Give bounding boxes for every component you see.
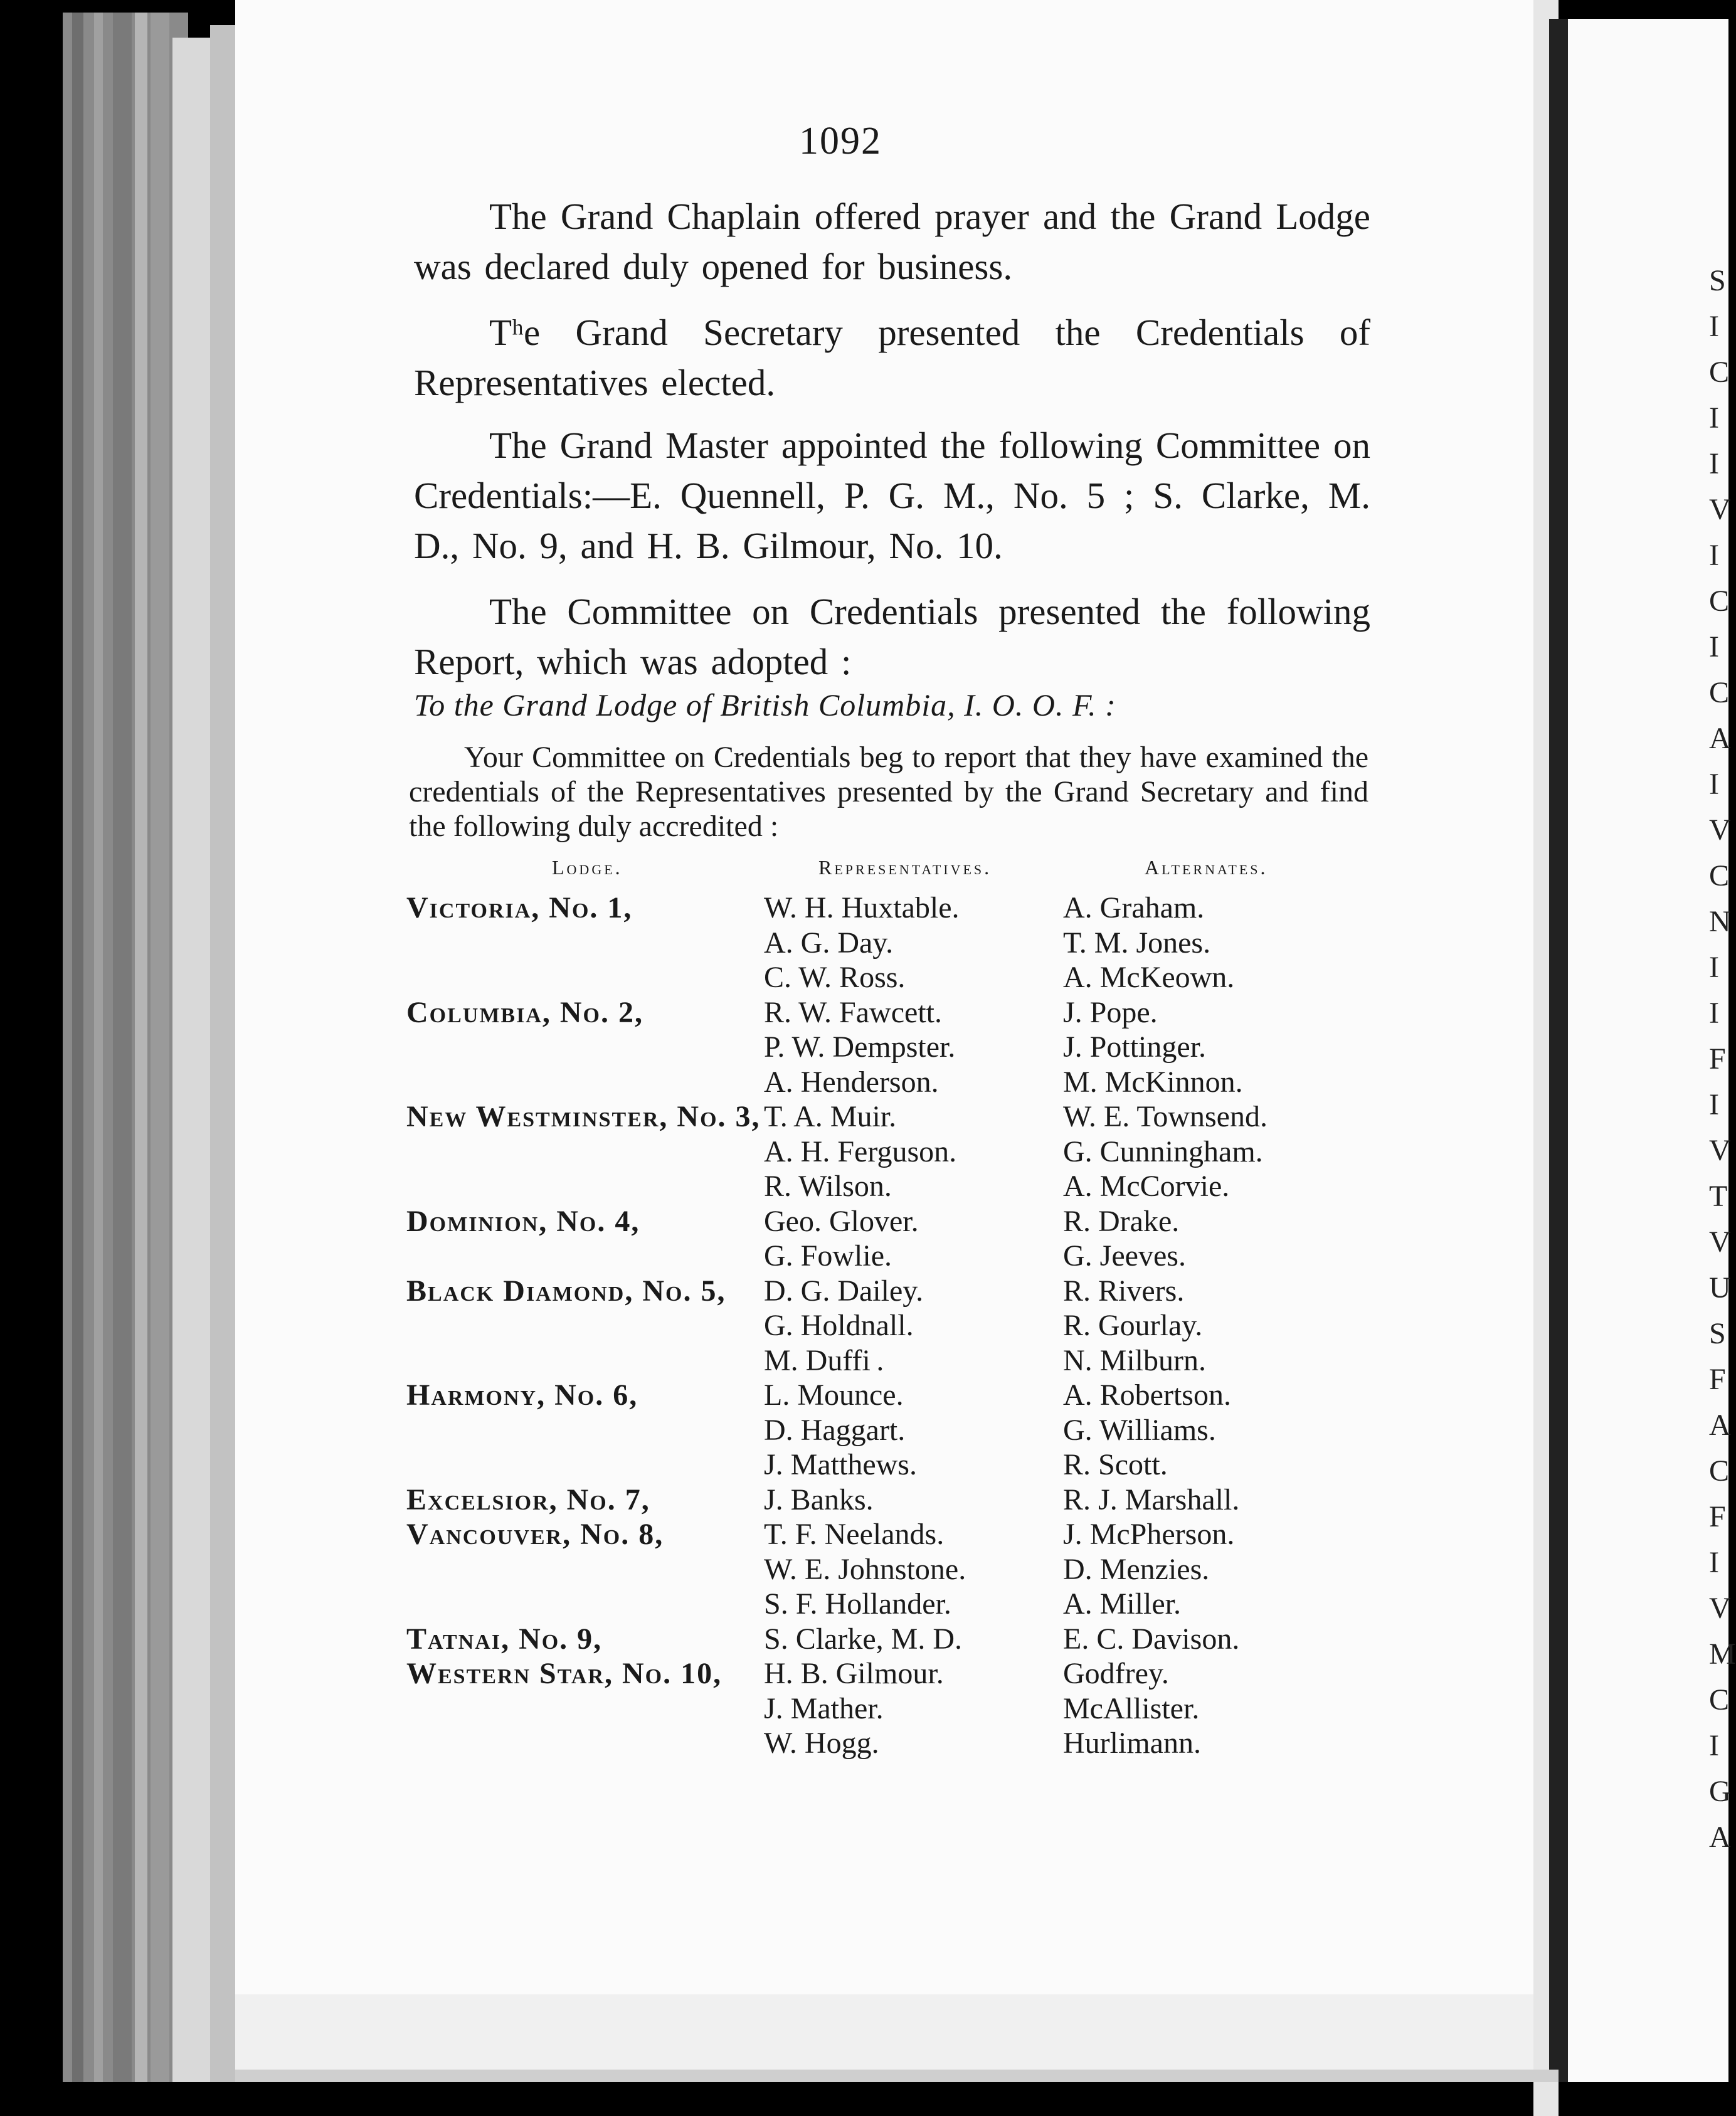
facing-page-letter: V [1709, 813, 1731, 847]
facing-page-letter: F [1709, 1500, 1726, 1533]
alternate-name: G. Cunningham. [1063, 1135, 1263, 1168]
facing-page-letter: C [1709, 356, 1730, 389]
table-row [0, 1587, 1728, 1622]
column-header-alternates: Alternates. [1145, 856, 1268, 879]
representative-name: W. H. Huxtable. [764, 891, 960, 924]
table-row [0, 1517, 1728, 1552]
facing-page-letter: I [1709, 997, 1719, 1030]
facing-page-letter: S [1709, 264, 1726, 297]
table-row [0, 1239, 1728, 1274]
alternate-name: M. McKinnon. [1063, 1065, 1243, 1099]
alternate-name: McAllister. [1063, 1691, 1200, 1725]
facing-page-letter: V [1709, 1592, 1731, 1625]
alternate-name: Hurlimann. [1063, 1727, 1201, 1760]
representative-name: J. Banks. [764, 1483, 874, 1516]
alternate-name: A. McCorvie. [1063, 1170, 1230, 1203]
representative-name: D. G. Dailey. [764, 1274, 924, 1308]
representative-name: Geo. Glover. [764, 1204, 919, 1238]
table-row [0, 1483, 1728, 1518]
facing-page-letter: I [1709, 447, 1719, 480]
table-row [0, 891, 1728, 926]
alternate-name: J. Pope. [1063, 995, 1158, 1029]
facing-page-letter: F [1709, 1363, 1726, 1396]
table-row [0, 1308, 1728, 1343]
alternate-name: R. Rivers. [1063, 1274, 1185, 1308]
lodge-name: Victoria, No. 1, [406, 891, 633, 924]
lodge-name: Dominion, No. 4, [406, 1204, 640, 1238]
table-row [0, 1622, 1728, 1657]
alternate-name: R. Gourlay. [1063, 1309, 1203, 1342]
facing-page-letter: I [1709, 1546, 1719, 1579]
lodge-name: Excelsior, No. 7, [406, 1483, 650, 1516]
alternate-name: G. Williams. [1063, 1413, 1216, 1447]
lodge-name: New Westminster, No. 3, [406, 1100, 761, 1133]
representative-name: T. A. Muir. [764, 1100, 897, 1133]
alternate-name: R. J. Marshall. [1063, 1483, 1240, 1516]
facing-page-letter: C [1709, 859, 1730, 892]
facing-page-letter: I [1709, 951, 1719, 984]
representative-name: G. Fowlie. [764, 1239, 892, 1272]
alternate-name: D. Menzies. [1063, 1552, 1210, 1586]
facing-page-letter: I [1709, 1729, 1719, 1762]
facing-page-letter: C [1709, 1454, 1730, 1488]
alternate-name: W. E. Townsend. [1063, 1100, 1268, 1133]
facing-page-letter: I [1709, 310, 1719, 343]
facing-page-letter: T [1709, 1180, 1728, 1213]
alternate-name: A. Graham. [1063, 891, 1205, 924]
lodge-name: Western Star, No. 10, [406, 1657, 722, 1690]
facing-page-letter: I [1709, 630, 1719, 664]
representative-name: A. Henderson. [764, 1065, 939, 1099]
representative-name: M. Duffi . [764, 1343, 884, 1377]
table-row [0, 960, 1728, 995]
table-row [0, 1413, 1728, 1448]
alternate-name: J. McPherson. [1063, 1518, 1235, 1551]
table-row [0, 1030, 1728, 1065]
table-row [0, 1274, 1728, 1309]
facing-page-letter: A [1709, 1409, 1731, 1442]
facing-page-letter: V [1709, 1134, 1731, 1167]
table-row [0, 1343, 1728, 1378]
table-row [0, 1726, 1728, 1761]
paragraph-2: Tʰe Grand Secretary presented the Credentials of Representatives elected. [414, 312, 1370, 403]
lodge-name: Tatnai, No. 9, [406, 1622, 603, 1656]
paragraph-3: The Grand Master appointed the following Committee on Credentials:—E. Quennell, P. G. M., No. 5 ; S. Clarke, M. D., No. 9, and H. B. Gilmour, No. 10. [414, 425, 1370, 566]
representative-name: L. Mounce. [764, 1378, 904, 1412]
facing-page-letter: C [1709, 676, 1730, 709]
alternate-name: J. Pottinger. [1063, 1030, 1207, 1064]
table-row [0, 1447, 1728, 1483]
facing-page-letter: G [1709, 1775, 1731, 1808]
lodge-name: Black Diamond, No. 5, [406, 1274, 726, 1308]
representative-name: W. Hogg. [764, 1727, 879, 1760]
facing-page-letter: I [1709, 1088, 1719, 1121]
table-row [0, 995, 1728, 1030]
lodge-name: Harmony, No. 6, [406, 1378, 638, 1412]
facing-page-letter: A [1709, 1821, 1731, 1854]
report-body: Your Committee on Credentials beg to report that they have examined the credentials of the Representatives presented by the Grand Secretary and find the following duly accredited : [409, 741, 1368, 843]
representative-name: R. W. Fawcett. [764, 995, 942, 1029]
representative-name: W. E. Johnstone. [764, 1552, 966, 1586]
table-row [0, 1204, 1728, 1239]
representative-name: A. H. Ferguson. [764, 1135, 957, 1168]
representative-name: A. G. Day. [764, 926, 894, 960]
lodge-name: Vancouver, No. 8, [406, 1518, 664, 1551]
table-row [0, 1099, 1728, 1135]
column-header-representatives: Representatives. [818, 856, 992, 879]
table-row [0, 1169, 1728, 1204]
report-address: To the Grand Lodge of British Columbia, I. O. O. F. : [414, 687, 1116, 722]
representative-name: G. Holdnall. [764, 1309, 914, 1342]
facing-page-letter: U [1709, 1271, 1731, 1304]
paragraph-4: The Committee on Credentials presented the following Report, which was adopted : [414, 591, 1370, 682]
facing-page-letter: I [1709, 539, 1719, 572]
table-row [0, 926, 1728, 961]
representative-name: H. B. Gilmour. [764, 1657, 944, 1690]
representative-name: J. Matthews. [764, 1448, 917, 1481]
table-row [0, 1378, 1728, 1413]
facing-page-letter: V [1709, 1225, 1731, 1259]
lodge-name: Columbia, No. 2, [406, 995, 644, 1029]
representative-name: P. W. Dempster. [764, 1030, 956, 1064]
alternate-name: A. Miller. [1063, 1587, 1181, 1621]
representative-name: S. Clarke, M. D. [764, 1622, 962, 1656]
table-row [0, 1552, 1728, 1587]
page-number: 1092 [799, 120, 882, 162]
facing-page-letter: F [1709, 1042, 1726, 1076]
paragraph-1: The Grand Chaplain offered prayer and the Grand Lodge was declared duly opened for business. [414, 196, 1370, 287]
representative-name: R. Wilson. [764, 1170, 892, 1203]
representative-name: S. F. Hollander. [764, 1587, 951, 1621]
facing-page-letter: I [1709, 401, 1719, 435]
alternate-name: T. M. Jones. [1063, 926, 1211, 960]
facing-page-letter: V [1709, 493, 1731, 526]
alternate-name: G. Jeeves. [1063, 1239, 1186, 1272]
alternate-name: A. McKeown. [1063, 961, 1235, 994]
alternate-name: N. Milburn. [1063, 1343, 1206, 1377]
table-row [0, 1135, 1728, 1170]
column-header-lodge: Lodge. [552, 856, 623, 879]
table-row [0, 1691, 1728, 1727]
facing-page-letter: S [1709, 1317, 1726, 1350]
alternate-name: R. Drake. [1063, 1204, 1180, 1238]
alternate-name: A. Robertson. [1063, 1378, 1231, 1412]
representative-name: T. F. Neelands. [764, 1518, 945, 1551]
representative-name: J. Mather. [764, 1691, 884, 1725]
representative-name: D. Haggart. [764, 1413, 906, 1447]
facing-page-letter: C [1709, 1683, 1730, 1717]
facing-page-letter: N [1709, 905, 1731, 938]
alternate-name: R. Scott. [1063, 1448, 1168, 1481]
facing-page-letter: M [1709, 1637, 1736, 1671]
table-row [0, 1656, 1728, 1691]
facing-page-letter: I [1709, 768, 1719, 801]
alternate-name: E. C. Davison. [1063, 1622, 1240, 1656]
alternate-name: Godfrey. [1063, 1657, 1169, 1690]
facing-page-letter: A [1709, 722, 1731, 755]
representative-name: C. W. Ross. [764, 961, 906, 994]
table-row [0, 1065, 1728, 1100]
facing-page-letter: C [1709, 585, 1730, 618]
